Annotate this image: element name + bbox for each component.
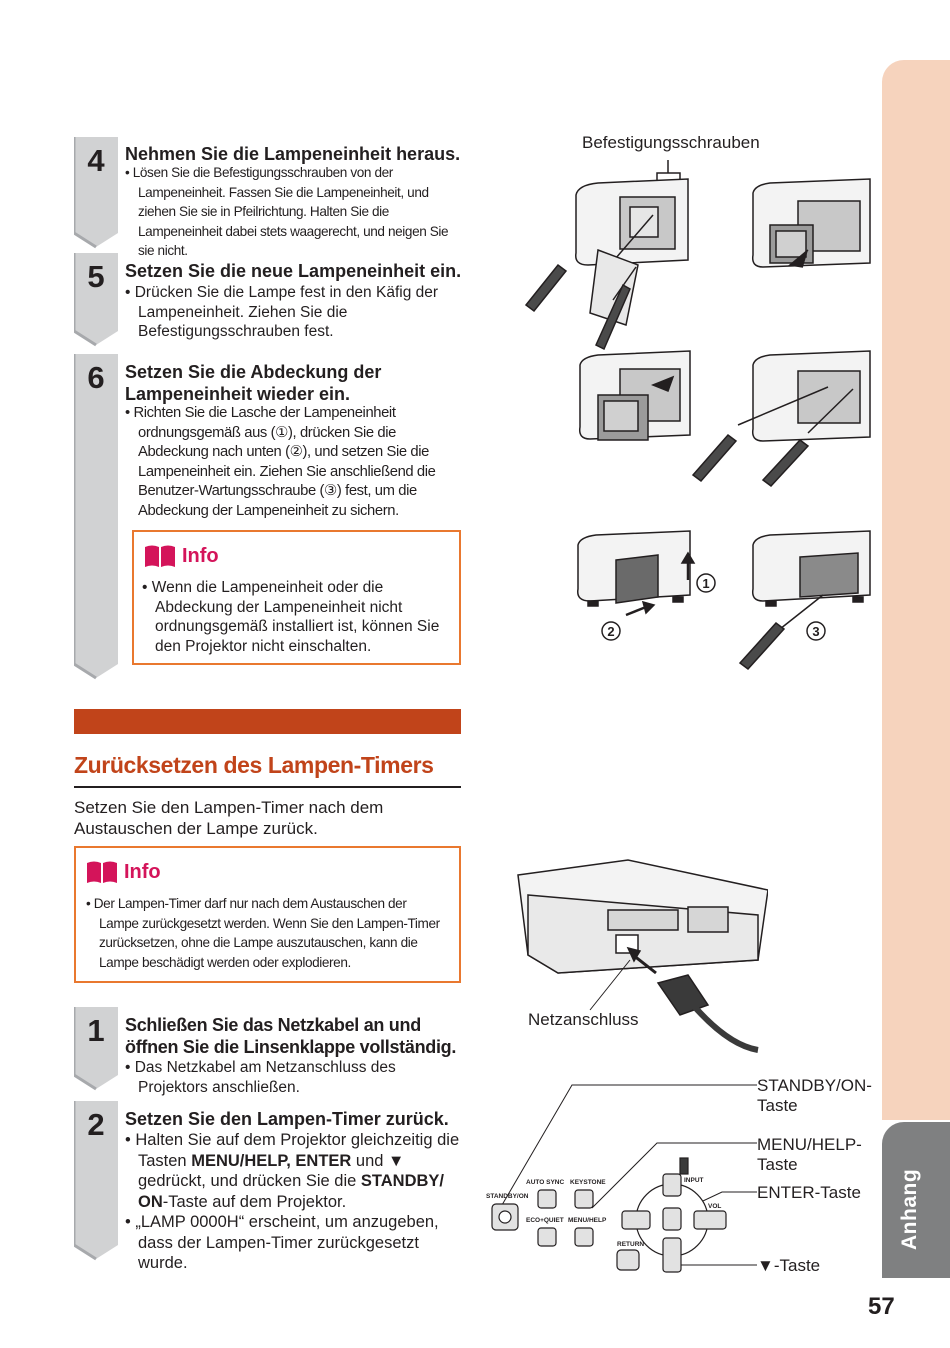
step-5-bullet: • Drücken Sie die Lampe fest in den Käfig der Lampeneinheit. Ziehen Sie die Befestigungsschrauben fest. (125, 284, 439, 340)
step-6-title: Setzen Sie die Abdeckung der Lampeneinheit wieder ein. (125, 362, 382, 404)
vol-plus-button (694, 1211, 726, 1229)
step-5-marker (74, 253, 118, 347)
section-band (74, 709, 461, 734)
book-icon (144, 544, 176, 568)
step-5-number: 5 (87, 259, 105, 294)
auto-sync-button (538, 1190, 556, 1208)
return-button (617, 1250, 639, 1270)
info-title: Info (182, 544, 219, 567)
side-tab-decor (882, 60, 950, 1120)
step-6-marker (74, 354, 118, 680)
menu-help-callout: MENU/HELP- Taste (757, 1135, 862, 1174)
svg-text:KEYSTONE: KEYSTONE (570, 1179, 606, 1186)
svg-text:ECO+QUIET: ECO+QUIET (526, 1217, 564, 1224)
side-tab-label: Anhang (898, 1168, 921, 1250)
vol-minus-button (622, 1211, 650, 1229)
step-4-bullet: • Lösen Sie die Befestigungsschrauben von der Lampeneinheit. Fassen Sie die Lampeneinheit, und ziehen Sie sie in Pfeilrichtung. Halten Sie die Lampeneinheit dabei stets waagerecht, und neigen Sie sie nicht. (125, 165, 449, 258)
down-callout: ▼-Taste (757, 1256, 821, 1275)
step-1-marker (74, 1007, 118, 1091)
step-2-bullet-1: • Halten Sie auf dem Projektor gleichzeitig die Tasten MENU/HELP, ENTER und ▼ gedrückt, und drücken Sie die STANDBY/ ON-Taste auf dem Projektor. (125, 1131, 460, 1211)
section-intro: Setzen Sie den Lampen-Timer nach dem Austauschen der Lampe zurück. (74, 798, 384, 838)
section-rule (74, 786, 461, 788)
screws-caption: Befestigungsschrauben (582, 133, 760, 152)
up-button (663, 1174, 681, 1196)
step-2-number: 2 (87, 1107, 105, 1142)
svg-text:STANDBY/ON: STANDBY/ON (486, 1193, 529, 1200)
step-4-marker (74, 137, 118, 249)
step-1-number: 1 (87, 1013, 105, 1048)
step-2-marker (74, 1101, 118, 1261)
section-title: Zurücksetzen des Lampen-Timers (74, 752, 434, 778)
step-6-bullet: • Richten Sie die Lasche der Lampeneinheit ordnungsgemäß aus (①), drücken Sie die Abdeckung nach unten (②), und setzen Sie die Lampeneinheit ein. Ziehen Sie anschließend die Benutzer-Wartungsschraube (③) fest, um die Abdeckung der Lampeneinheit zu sichern. (125, 405, 436, 519)
svg-text:AUTO SYNC: AUTO SYNC (526, 1179, 565, 1186)
info-1-text: • Wenn die Lampeneinheit oder die Abdeckung der Lampeneinheit nicht ordnungsgemäß installiert ist, können Sie den Projektor nicht einschalten. (142, 579, 440, 655)
callout-2: 2 (607, 624, 615, 639)
power-caption: Netzanschluss (528, 1010, 639, 1029)
step-1-bullet: • Das Netzkabel am Netzanschluss des Projektors anschließen. (125, 1059, 396, 1096)
step-1-title: Schließen Sie das Netzkabel an und öffnen Sie die Linsenklappe vollständig. (125, 1015, 457, 1057)
step-5-title: Setzen Sie die neue Lampeneinheit ein. (125, 261, 462, 281)
menu-help-button (575, 1228, 593, 1246)
info-box-lamp-install (132, 530, 461, 665)
control-panel-illustration (482, 1080, 772, 1280)
book-icon (86, 860, 118, 884)
callout-1: 1 (702, 576, 710, 591)
down-button (663, 1238, 681, 1272)
svg-text:VOL: VOL (708, 1203, 722, 1210)
power-leader-line (580, 955, 640, 1015)
info-2-text: • Der Lampen-Timer darf nur nach dem Austauschen der Lampe zurückgesetzt werden. Wenn Sie den Lampen-Timer zurücksetzen, ohne die Lampe auszutauschen, kann die Lampe beschädigt werden oder explodieren. (86, 896, 440, 970)
enter-callout: ENTER-Taste (757, 1183, 861, 1202)
lamp-replacement-illustrations (508, 155, 878, 675)
page-number: 57 (868, 1293, 895, 1320)
step-2-bullet-2: • „LAMP 0000H“ erscheint, um anzugeben, dass der Lampen-Timer zurückgesetzt wurde. (125, 1213, 439, 1272)
svg-text:MENU/HELP: MENU/HELP (568, 1217, 607, 1224)
svg-text:RETURN: RETURN (617, 1241, 645, 1248)
step-4-number: 4 (87, 143, 105, 178)
step-2-title: Setzen Sie den Lampen-Timer zurück. (125, 1109, 449, 1129)
step-4-title: Nehmen Sie die Lampeneinheit heraus. (125, 144, 461, 164)
svg-text:INPUT: INPUT (684, 1177, 704, 1184)
eco-quiet-button (538, 1228, 556, 1246)
standby-callout: STANDBY/ON- Taste (757, 1076, 872, 1115)
callout-3: 3 (812, 624, 820, 639)
keystone-button (575, 1190, 593, 1208)
info-box-timer-reset (74, 846, 461, 983)
enter-button (663, 1208, 681, 1230)
step-6-number: 6 (87, 360, 105, 395)
info-title: Info (124, 860, 161, 883)
